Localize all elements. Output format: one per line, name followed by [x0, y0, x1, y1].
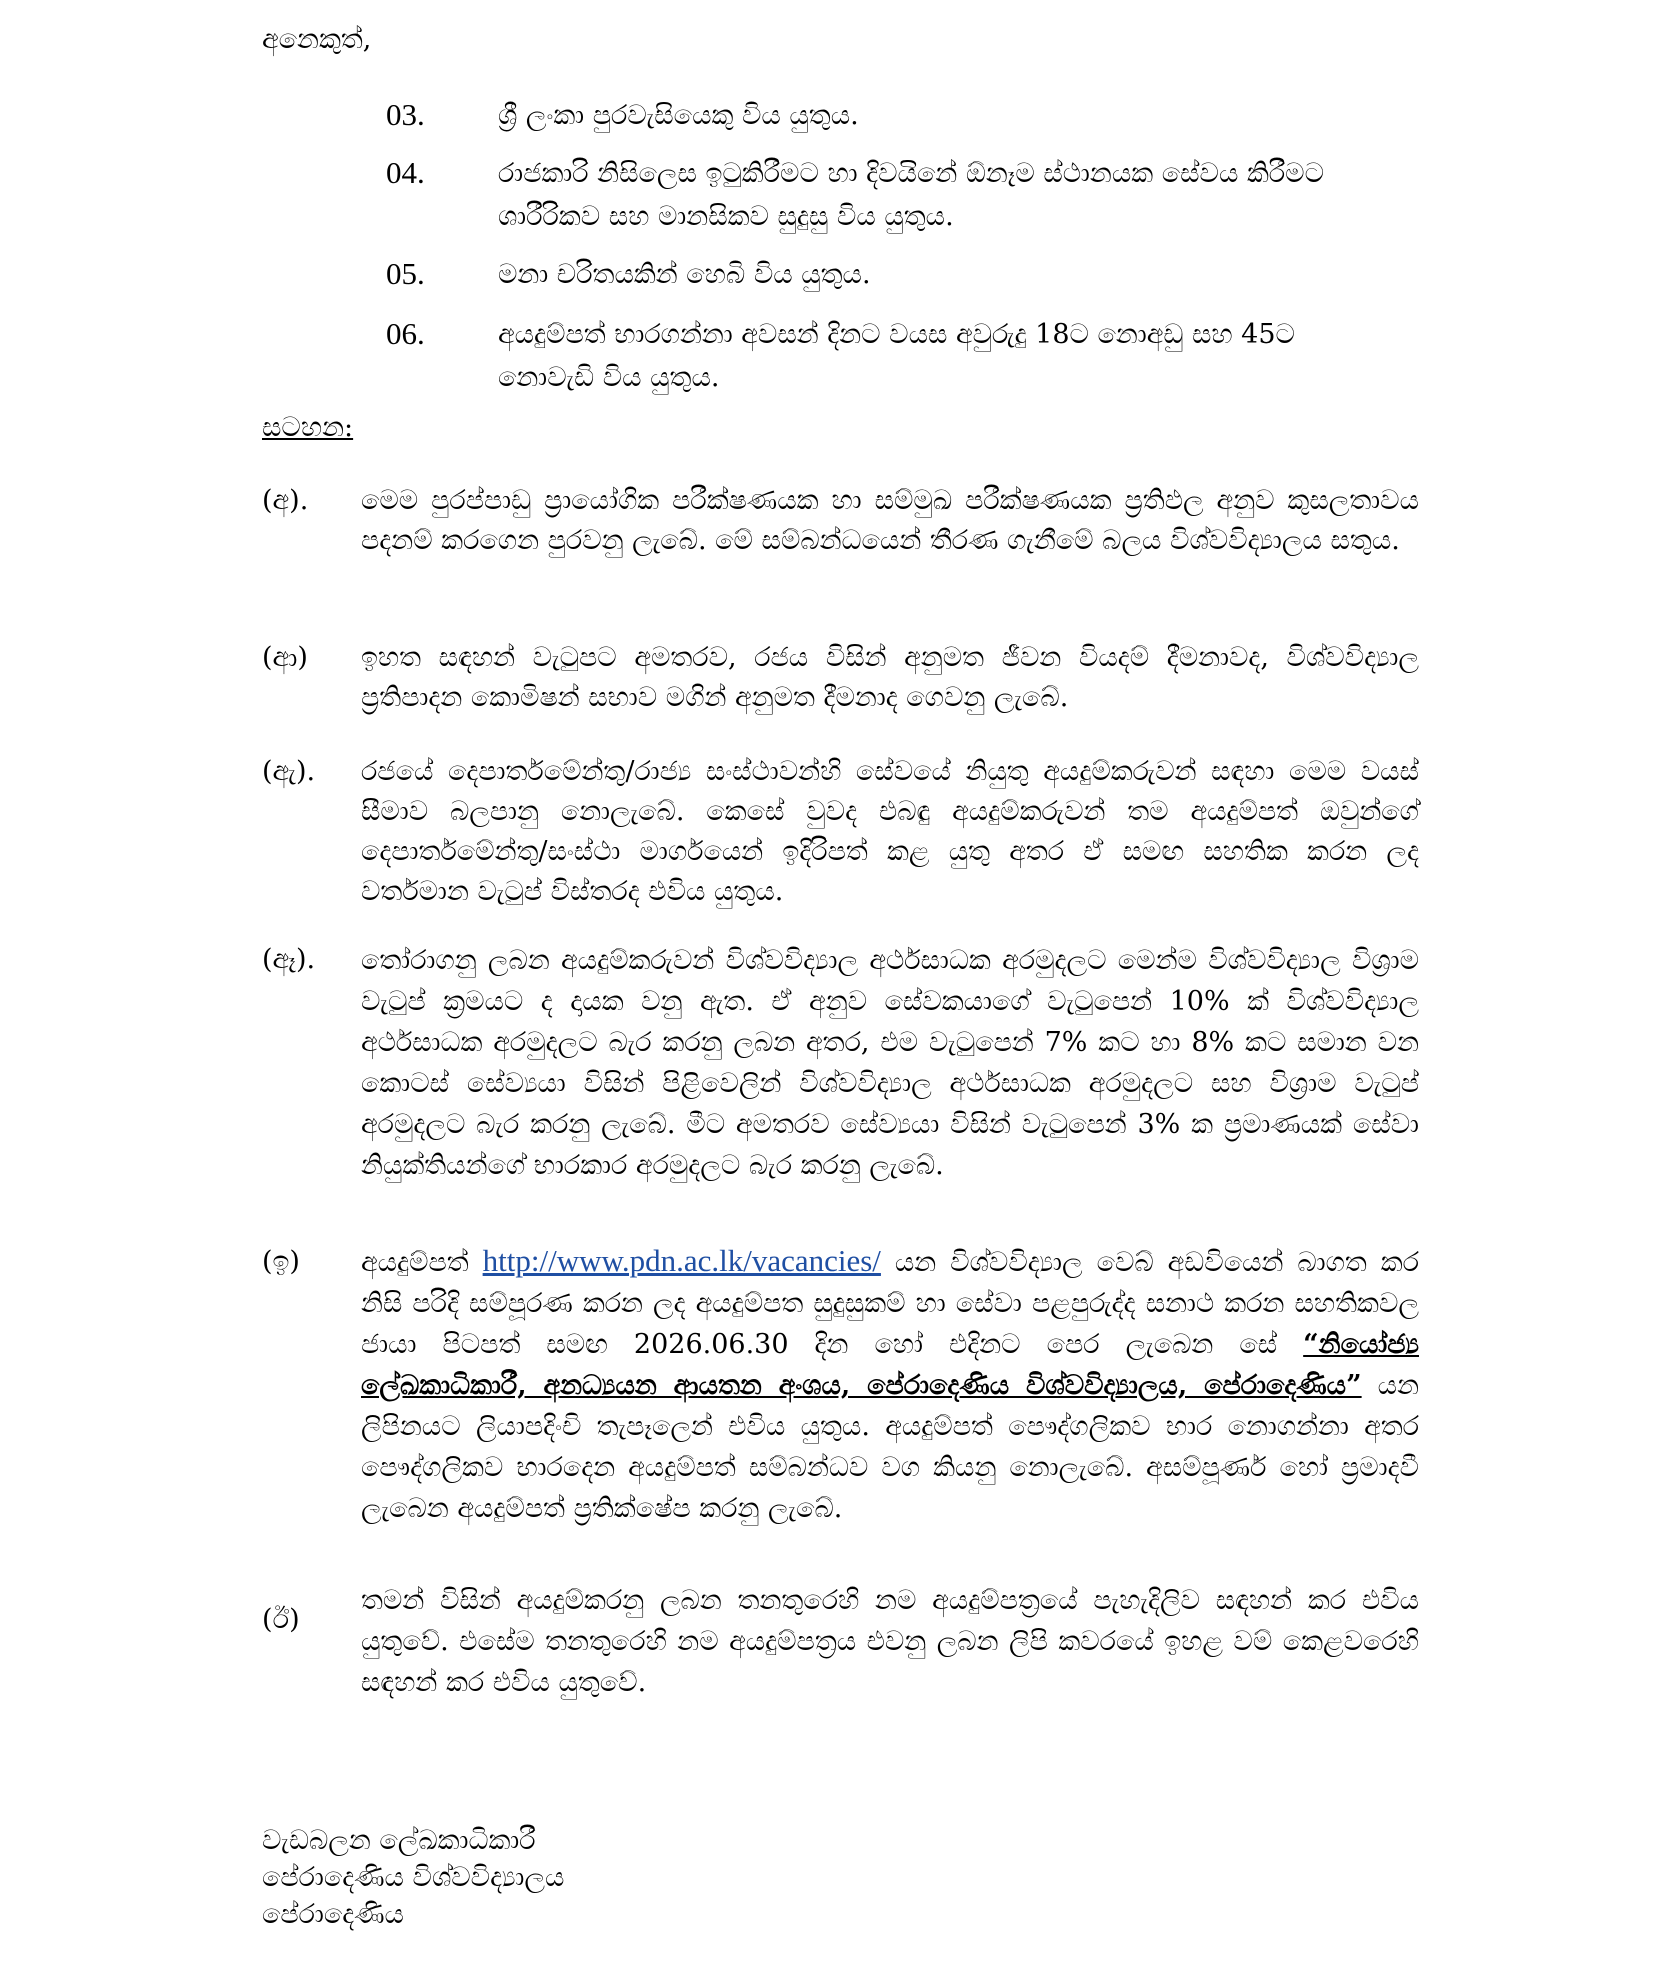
notes-heading: සටහන: — [262, 412, 354, 443]
note-label: (ඉ) — [262, 1246, 300, 1277]
signature-institution: පේරාදෙණිය විශ්වවිද්‍යාලය — [262, 1862, 565, 1893]
requirement-number: 04. — [386, 155, 425, 190]
note-label: (අ). — [262, 485, 309, 516]
note-text: තමන් විසින් අයදුම්කරනු ලබන තනතුරෙහි නම අයදුම්පත්‍රයේ පැහැදිලිව සඳහන් කර එවිය යුතුවේ. එසේම තනතුරෙහි නම අයදුම්පත්‍රය එවනු ලබන ලිපි කවරයේ ඉහළ වම් කෙළවරෙහි සඳහන් කර එවිය යුතුවේ. — [361, 1585, 1419, 1698]
note-text: තෝරාගනු ලබන අයදුම්කරුවන් විශ්වවිද්‍යාල අර්ථසාධක අරමුදලට මෙන්ම විශ්වවිද්‍යාල විශ්‍රාම වැටුප් ක්‍රමයට ද දායක වනු ඇත. ඒ අනුව සේවකයාගේ වැටුපෙන් 10% ක් විශ්වවිද්‍යාල අර්ථසාධක අරමුදලට බැර කරනු ලබන අතර, එම වැටුපෙන් 7% කට හා 8% කට සමාන වන කොටස් සේව්‍යයා විසින් පිළිවෙලින් විශ්වවිද්‍යාල අර්ථසාධක අරමුදලට සහ විශ්‍රාම වැටුප් අරමුදලට බැර කරනු ලැබේ. මීට අමතරව සේව්‍යයා විසින් වැටුපෙන් 3% ක ප්‍රමාණයක් සේවා නියුක්තියන්ගේ භාරකාර අරමුදලට බැර කරනු ලැබේ. — [361, 945, 1419, 1181]
note-text: මෙම පුරප්පාඩු ප්‍රායෝගික පරීක්ෂණයක හා සම්මුඛ පරීක්ෂණයක ප්‍රතිඵල අනුව කුසලතාවය පදනම් කරගෙන පුරවනු ලැබේ. මේ සම්බන්ධයෙන් තීරණ ගැනීමේ බලය විශ්වවිද්‍යාලය සතුය. — [361, 485, 1419, 556]
requirement-number: 06. — [386, 316, 425, 351]
signature-location: පේරාදෙණිය — [262, 1899, 404, 1930]
requirement-number: 05. — [386, 256, 425, 291]
note-text: රජයේ දෙපාර්තමේන්තු/රාජ්‍ය සංස්ථාවන්හි සේවයේ නියුතු අයදුම්කරුවන් සඳහා මෙම වයස් සීමාව බලපානු නොලැබේ. කෙසේ වුවද එබඳු අයදුම්කරුවන් තම අයදුම්පත් ඔවුන්ගේ දෙපාර්තමේන්තු/සංස්ථා මාර්ගයෙන් ඉදිරිපත් කළ යුතු අතර ඒ සමඟ සහතික කරන ලද වර්තමාන වැටුප් විස්තරද එවිය යුතුය. — [361, 756, 1419, 907]
intro-text: අනෙකුත්, — [262, 24, 372, 55]
note-text-part: යන විශ්වවිද්‍යාල වෙබ් අඩවියෙන් බාගත කර නිසි පරිදි සම්පූරණ කරන ලද අයදුම්පත සුදුසුකම් හා සේවා පළපුරුද්ද සනාථ කරන සහතිකවල ජායා පිටපත් සමඟ 2026.06.30 දින හෝ එදිනට පෙර ලැබෙන සේ — [361, 1247, 1420, 1360]
vacancies-link[interactable]: http://www.pdn.ac.lk/vacancies/ — [482, 1243, 881, 1278]
note-label: (ආ) — [262, 642, 308, 673]
requirement-text: අයදුම්පත් භාරගන්නා අවසන් දිනට වයස අවුරුදු 18ට නොඅඩු සහ 45ට නොවැඩි විය යුතුය. — [498, 319, 1295, 393]
note-text: ඉහත සඳහන් වැටුපට අමතරව, රජය විසින් අනුමත ජීවන වියදම් දීමනාවද, විශ්වවිද්‍යාල ප්‍රතිපාදන කොමිෂන් සභාව මගින් අනුමත දීමනාද ගෙවනු ලැබේ. — [361, 642, 1419, 713]
note-label: (ඇ). — [262, 756, 316, 787]
note-text-part: යන ලිපිනයට ලියාපදිංචි තැපෑලෙන් එවිය යුතුය. අයදුම්පත් පෞද්ගලිකව භාර නොගන්නා අතර පෞද්ගලිකව භාරදෙන අයදුම්පත් සම්බන්ධව වග කියනු නොලැබේ. අසම්පූර්ණ හෝ ප්‍රමාදවී ලැබෙන අයදුම්පත් ප්‍රතික්ෂේප කරනු ලැබේ. — [361, 1370, 1420, 1524]
note-text-application — [361, 1240, 1419, 1529]
note-label: (ඈ). — [262, 944, 316, 975]
note-text-part: අයදුම්පත් — [361, 1247, 483, 1278]
requirement-text: රාජකාරි නිසිලෙස ඉටුකිරීමට හා දිවයිනේ ඕනෑම ස්ථානයක සේවය කිරීමට ශාරීරිකව සහ මානසිකව සුදුසු විය යුතුය. — [498, 158, 1325, 232]
note-label: (ඊ) — [262, 1604, 300, 1635]
postal-address: “නියෝජ්‍ය ලේඛකාධිකාරී, අනධ්‍යයන ආයතන අංශය, පේරාදෙණිය විශ්වවිද්‍යාලය, පේරාදෙණිය” — [361, 1329, 1419, 1401]
requirement-text: ශ්‍රී ලංකා පුරවැසියෙකු විය යුතුය. — [498, 100, 859, 131]
signature-title: වැඩබලන ලේඛකාධිකාරී — [262, 1825, 536, 1856]
requirement-text: මනා චරිතයකින් හෙබි විය යුතුය. — [498, 259, 871, 290]
requirement-number: 03. — [386, 97, 425, 132]
